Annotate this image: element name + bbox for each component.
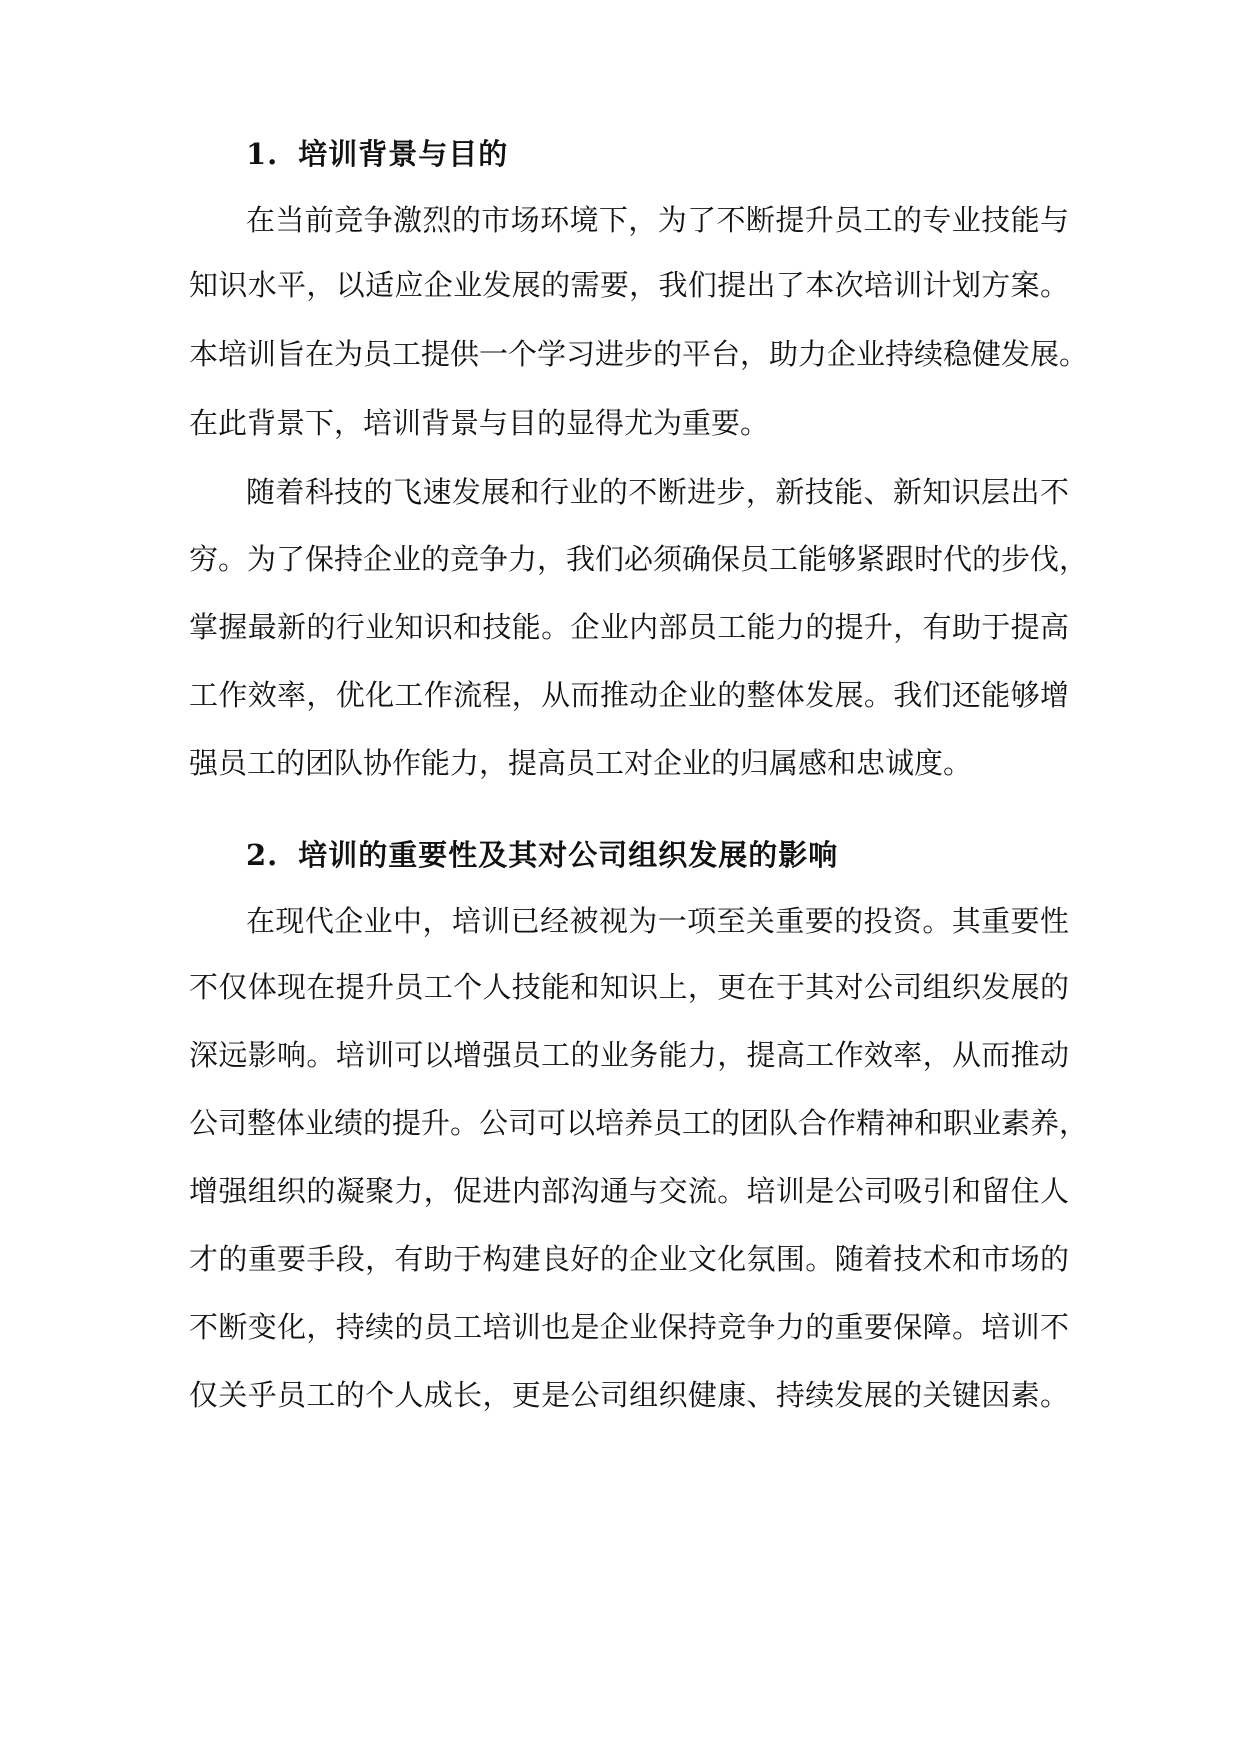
text-line: 在当前竞争激烈的市场环境下，为了不断提升员工的专业技能与 xyxy=(246,203,1069,237)
text-line: 增强组织的凝聚力，促进内部沟通与交流。培训是公司吸引和留住人 xyxy=(189,1174,1069,1208)
text-line: 随着科技的飞速发展和行业的不断进步，新技能、新知识层出不 xyxy=(246,475,1069,509)
text-line: 仅关乎员工的个人成长，更是公司组织健康、持续发展的关键因素。 xyxy=(189,1378,1069,1412)
text-line: 深远影响。培训可以增强员工的业务能力，提高工作效率，从而推动 xyxy=(189,1038,1069,1072)
text-line: 知识水平，以适应企业发展的需要，我们提出了本次培训计划方案。 xyxy=(189,268,1069,302)
text-line: 在现代企业中，培训已经被视为一项至关重要的投资。其重要性 xyxy=(246,904,1069,938)
text-line: 强员工的团队协作能力，提高员工对企业的归属感和忠诚度。 xyxy=(189,746,973,780)
text-line: 穷。为了保持企业的竞争力，我们必须确保员工能够紧跟时代的步伐， xyxy=(189,542,1089,576)
text-line: 不断变化，持续的员工培训也是企业保持竞争力的重要保障。培训不 xyxy=(189,1310,1069,1344)
section-title: 培训背景与目的 xyxy=(298,137,509,171)
text-line: 不仅体现在提升员工个人技能和知识上，更在于其对公司组织发展的 xyxy=(189,970,1069,1004)
section-number: 2. xyxy=(246,838,279,872)
text-line: 工作效率，优化工作流程，从而推动企业的整体发展。我们还能够增 xyxy=(189,678,1069,712)
text-line: 才的重要手段，有助于构建良好的企业文化氛围。随着技术和市场的 xyxy=(189,1242,1069,1276)
text-line: 本培训旨在为员工提供一个学习进步的平台，助力企业持续稳健发展。 xyxy=(189,337,1089,371)
text-line: 公司整体业绩的提升。公司可以培养员工的团队合作精神和职业素养， xyxy=(189,1106,1089,1140)
section-number: 1. xyxy=(246,137,279,171)
section-heading-2 xyxy=(246,835,838,875)
text-line: 掌握最新的行业知识和技能。企业内部员工能力的提升，有助于提高 xyxy=(189,610,1069,644)
section-heading-1 xyxy=(246,134,508,174)
text-line: 在此背景下，培训背景与目的显得尤为重要。 xyxy=(189,406,770,440)
section-title: 培训的重要性及其对公司组织发展的影响 xyxy=(298,838,839,872)
